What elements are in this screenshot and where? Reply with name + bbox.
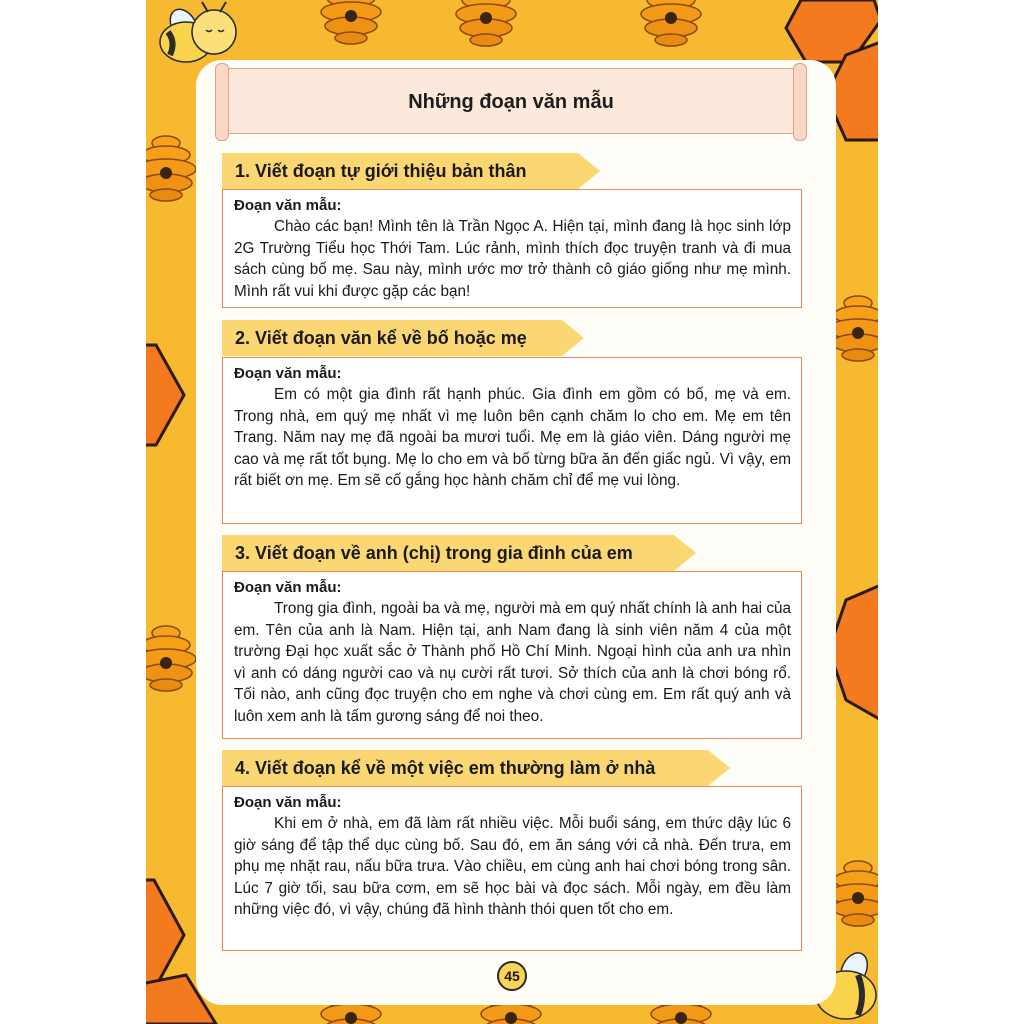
arrow-shape bbox=[562, 320, 584, 356]
sample-text: Chào các bạn! Mình tên là Trần Ngọc A. Hiện tại, mình đang là học sinh lớp 2G Trường Tiểu học Thới Tam. Lúc rảnh, mình thích đọc truyện tranh và đi mua sách cùng bố mẹ. Sau này, mình ước mơ trở thành cô giáo giống như mẹ mình. Mình rất vui khi được gặp các bạn! bbox=[234, 218, 791, 300]
sample-label: Đoạn văn mẫu: bbox=[234, 794, 342, 811]
sample-box-4 bbox=[222, 786, 802, 951]
section-heading-1 bbox=[222, 153, 578, 189]
sample-label: Đoạn văn mẫu: bbox=[234, 579, 342, 596]
section-heading-text: 4. Viết đoạn kể về một việc em thường làm ở nhà bbox=[235, 758, 656, 778]
section-heading-text: 1. Viết đoạn tự giới thiệu bản thân bbox=[235, 161, 527, 181]
sample-box-3 bbox=[222, 571, 802, 739]
sample-label: Đoạn văn mẫu: bbox=[234, 197, 342, 214]
section-heading-text: 3. Viết đoạn về anh (chị) trong gia đình của em bbox=[235, 543, 633, 563]
section-heading-text: 2. Viết đoạn văn kể về bố hoặc mẹ bbox=[235, 328, 527, 348]
arrow-shape bbox=[578, 153, 600, 189]
sample-text: Khi em ở nhà, em đã làm rất nhiều việc. Mỗi buổi sáng, em thức dậy lúc 6 giờ sáng để tập thể dục cùng bố. Sau đó, em ăn sáng với cả nhà. Đến trưa, em phụ mẹ nhặt rau, nấu bữa trưa. Vào chiều, em cùng anh hai chơi bóng trong sân. Lúc 7 giờ tối, sau bữa cơm, em sẽ học bài và đọc sách. Mỗi ngày, em đều làm những việc đó, vì vậy, chúng đã hình thành thói quen tốt cho em. bbox=[234, 815, 791, 918]
page-title: Những đoạn văn mẫu bbox=[408, 91, 614, 113]
sample-text: Trong gia đình, ngoài ba và mẹ, người mà em quý nhất chính là anh hai của em. Tên của anh là Nam. Hiện tại, anh Nam đang là sinh viên năm 4 của một trường Đại học xuất sắc ở Thành phố Hồ Chí Minh. Ngoại hình của anh ưa nhìn vì anh có dáng người cao và nụ cười rất tươi. Sở thích của anh là chơi bóng rổ. Tối nào, anh cũng đọc truyện cho em nghe và chơi cùng em. Em rất quý anh và luôn xem anh là tấm gương sáng để noi theo. bbox=[234, 600, 791, 725]
sample-label: Đoạn văn mẫu: bbox=[234, 365, 342, 382]
section-heading-3 bbox=[222, 535, 674, 571]
arrow-shape bbox=[674, 535, 696, 571]
sample-text: Em có một gia đình rất hạnh phúc. Gia đình em gồm có bố, mẹ và em. Trong nhà, em quý mẹ nhất vì mẹ luôn bên cạnh chăm lo cho em. Mẹ em tên Trang. Năm nay mẹ đã ngoài ba mươi tuổi. Mẹ em là giáo viên. Dáng người mẹ cao và mẹ rất tốt bụng. Mẹ lo cho em và bố từng bữa ăn đến giấc ngủ. Vì vậy, em rất biết ơn mẹ. Em sẽ cố gắng học hành chăm chỉ để mẹ vui lòng. bbox=[234, 386, 791, 489]
bee-icon bbox=[160, 2, 236, 62]
sample-box-1 bbox=[222, 189, 802, 308]
section-heading-2 bbox=[222, 320, 562, 356]
arrow-shape bbox=[708, 750, 730, 786]
title-banner bbox=[222, 68, 800, 134]
page-number: 45 bbox=[497, 961, 527, 991]
section-heading-4 bbox=[222, 750, 708, 786]
sample-box-2 bbox=[222, 357, 802, 524]
